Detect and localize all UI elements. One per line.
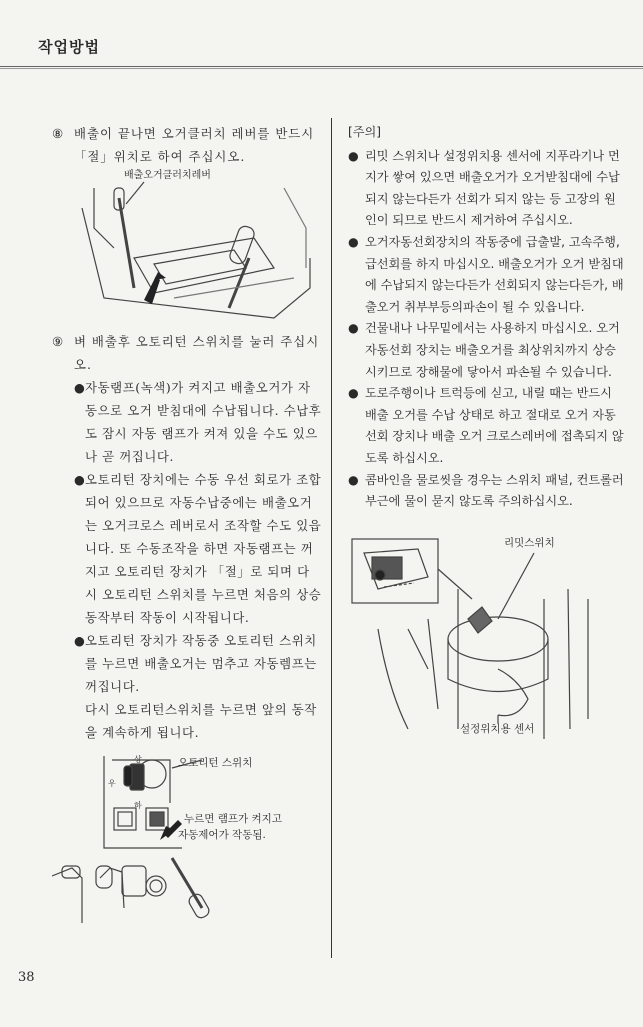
mark-left: 우 bbox=[108, 779, 116, 788]
header-rule-thin bbox=[0, 68, 643, 69]
left-column bbox=[52, 122, 322, 923]
bullet-dot: ● bbox=[74, 380, 85, 395]
page-title: 작업방법 bbox=[38, 38, 100, 56]
left-bullet-3 bbox=[74, 629, 322, 698]
step-9-text: 벼 배출후 오토리턴 스위치를 눌러 주십시오. bbox=[74, 334, 320, 372]
notice-bullet-3-text: 건물내나 나무밑에서는 사용하지 마십시오. 오거 자동선회 장치는 배출오거를 최상위치까지 상승시키므로 장해물에 닿아서 파손될 수 있습니다. bbox=[365, 321, 620, 379]
bullet-dot: ● bbox=[348, 234, 359, 249]
left-bullet-1 bbox=[74, 376, 322, 468]
bullet-dot: ● bbox=[348, 321, 359, 336]
left-continuation-text: 다시 오토리턴스위치를 누르면 앞의 동작을 계속하게 됩니다. bbox=[85, 702, 317, 740]
bullet-dot: ● bbox=[348, 472, 359, 487]
notice-bullet-5-text: 콤바인을 물로씻을 경우는 스위치 패널, 컨트롤러 부근에 물이 묻지 않도록 주의하십시오. bbox=[365, 472, 624, 509]
left-bullet-3-text: 오토리턴 장치가 작동중 오토리턴 스위치를 누르면 배출오거는 멈추고 자동렘프는 꺼집니다. bbox=[85, 633, 317, 694]
figure-auger-clutch-lever bbox=[74, 168, 314, 328]
auger-clutch-lever-illustration bbox=[74, 168, 314, 328]
notice-bullet-2-text: 오거자동선회장치의 작동중에 급출발, 고속주행, 급선회를 하지 마십시오. 배출오거가 오거 받침대에 수납되지 않는다든가 선회되지 않는다든가, 배출오거 취부부등의파손이 될 수 있읍니다. bbox=[365, 234, 624, 314]
figure-label-note-line2: 자동제어가 작동됨. bbox=[178, 829, 266, 841]
left-bullet-2-text: 오토리턴 장치에는 수동 우선 회로가 조합되어 있으므로 자동수납중에는 배출오거는 오거크로스 레버로서 조작할 수도 있읍니다. 또 수동조작을 하면 자동램프는 꺼지고 오토리턴 장치가 「절」로 되며 다시 오토리턴 스위치를 누르면 처음의 상승동작부터 작동이 시작됩니다. bbox=[85, 472, 322, 625]
notice-title: [주의] bbox=[348, 125, 382, 139]
mark-top: 상 bbox=[134, 755, 142, 764]
figure-limit-switch-sensor bbox=[348, 529, 624, 749]
figure-label-note-line1: 누르면 램프가 켜지고 bbox=[184, 813, 282, 825]
step-9-number: ⑨ bbox=[52, 334, 64, 349]
step-9 bbox=[52, 330, 322, 376]
step-8 bbox=[52, 122, 322, 168]
figure-label-limit-switch: 리밋스위치 bbox=[504, 536, 555, 549]
limit-switch-sensor-illustration bbox=[348, 529, 624, 749]
notice-bullet-4 bbox=[348, 383, 624, 469]
mark-bottom: 하 bbox=[134, 801, 142, 810]
figure-label-sensor: 설정위치용 센서 bbox=[460, 722, 535, 735]
page-number: 38 bbox=[18, 970, 35, 985]
header-rule bbox=[0, 66, 643, 67]
notice-bullet-5 bbox=[348, 470, 624, 513]
bullet-dot: ● bbox=[348, 386, 359, 401]
left-bullet-1-text: 자동램프(녹색)가 켜지고 배출오거가 자동으로 오거 받침대에 수납됩니다. 수납후도 잠시 자동 램프가 켜져 있을 수도 있으나 곧 꺼집니다. bbox=[85, 380, 322, 464]
notice-bullet-4-text: 도로주행이나 트럭등에 싣고, 내릴 때는 반드시 배출 오거를 수납 상태로 하고 절대로 오거 자동선회 장치나 배출 오거 크로스레버에 접촉되지 않도록 하십시오. bbox=[365, 386, 624, 465]
column-divider bbox=[331, 118, 332, 958]
figure-label-auto-return-switch: 오토리턴 스위치 bbox=[178, 757, 253, 769]
figure-label-auger-clutch-lever: 배출오거클러치레버 bbox=[124, 170, 211, 181]
bullet-dot: ● bbox=[74, 472, 85, 487]
notice-bullet-1-text: 리밋 스위치나 설정위치용 센서에 지푸라기나 먼지가 쌓여 있으면 배출오거가 오거받침대에 수납되지 않는다든가 선회가 되지 않는 등 고장의 원인이 되므로 반드시 제거하여 주십시오. bbox=[365, 148, 620, 228]
bullet-dot: ● bbox=[74, 633, 85, 648]
bullet-dot: ● bbox=[348, 148, 359, 163]
right-column bbox=[348, 122, 624, 749]
notice-bullet-3 bbox=[348, 318, 624, 383]
figure-auto-return-switch bbox=[52, 748, 302, 923]
left-bullet-2 bbox=[74, 468, 322, 629]
step-8-number: ⑧ bbox=[52, 126, 64, 141]
step-8-text: 배출이 끝나면 오거클러치 레버를 반드시 「절」위치로 하여 주십시오. bbox=[74, 126, 315, 164]
notice-bullet-1 bbox=[348, 146, 624, 232]
notice-bullet-2 bbox=[348, 232, 624, 318]
